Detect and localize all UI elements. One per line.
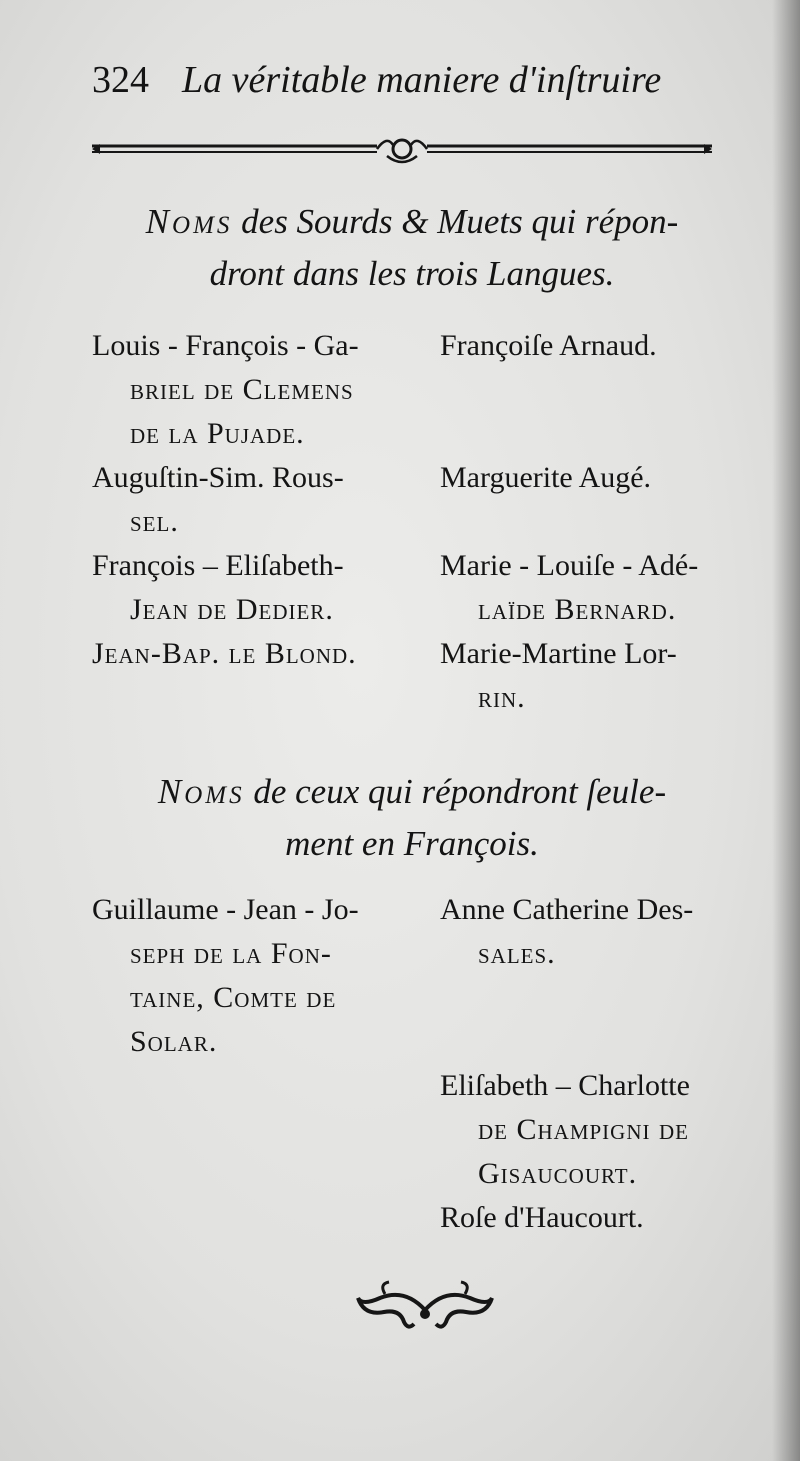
page-header xyxy=(92,58,692,108)
name-entry: Marguerite Augé. xyxy=(440,461,652,494)
name-entry: Guillaume - Jean - Jo- ſeph de la Fon- taine, Comte de Solar. xyxy=(92,893,359,1058)
names-column-right-2 xyxy=(440,888,740,1240)
name-entry: Louis - François - Ga- briel de Clemens de la Pujade. xyxy=(92,329,359,450)
names-column-left xyxy=(92,324,422,676)
page-number: 324 xyxy=(92,59,149,101)
section-title-three-languages xyxy=(92,196,732,300)
title-line2: dront dans les trois Langues. xyxy=(209,254,615,293)
section-title-french-only xyxy=(92,766,732,870)
name-entry: Marie-Martine Lor- rin. xyxy=(440,637,677,714)
name-entry: Françoiſe Arnaud. xyxy=(440,329,657,362)
running-head: La véritable maniere d'inſtruire xyxy=(182,59,662,101)
name-entry: Marie - Louiſe - Adé- laïde Bernard. xyxy=(440,549,699,626)
title-line1: des Sourds & Muets qui répon- xyxy=(241,202,679,241)
names-column-right xyxy=(440,324,740,720)
fleuron-tailpiece-icon xyxy=(355,1280,495,1332)
name-entry: Auguſtin-Sim. Rous- sel. xyxy=(92,461,344,538)
name-entry: Roſe d'Haucourt. xyxy=(440,1201,644,1234)
title-line2: ment en François. xyxy=(285,824,539,863)
title-caps: Noms xyxy=(145,202,233,241)
name-entry: Eliſabeth – Charlotte de Champigni de Gisaucourt. xyxy=(440,1069,690,1190)
name-entry: Jean-Bap. le Blond. xyxy=(92,637,357,670)
ornamental-rule-icon xyxy=(92,132,712,168)
name-entry: Anne Catherine Des- sales. xyxy=(440,893,694,970)
name-entry: François – Eliſabeth- Jean de Dedier. xyxy=(92,549,344,626)
names-column-left-2 xyxy=(92,888,422,1064)
title-caps: Noms xyxy=(157,772,245,811)
title-line1: de ceux qui répondront ſeule- xyxy=(253,772,667,811)
